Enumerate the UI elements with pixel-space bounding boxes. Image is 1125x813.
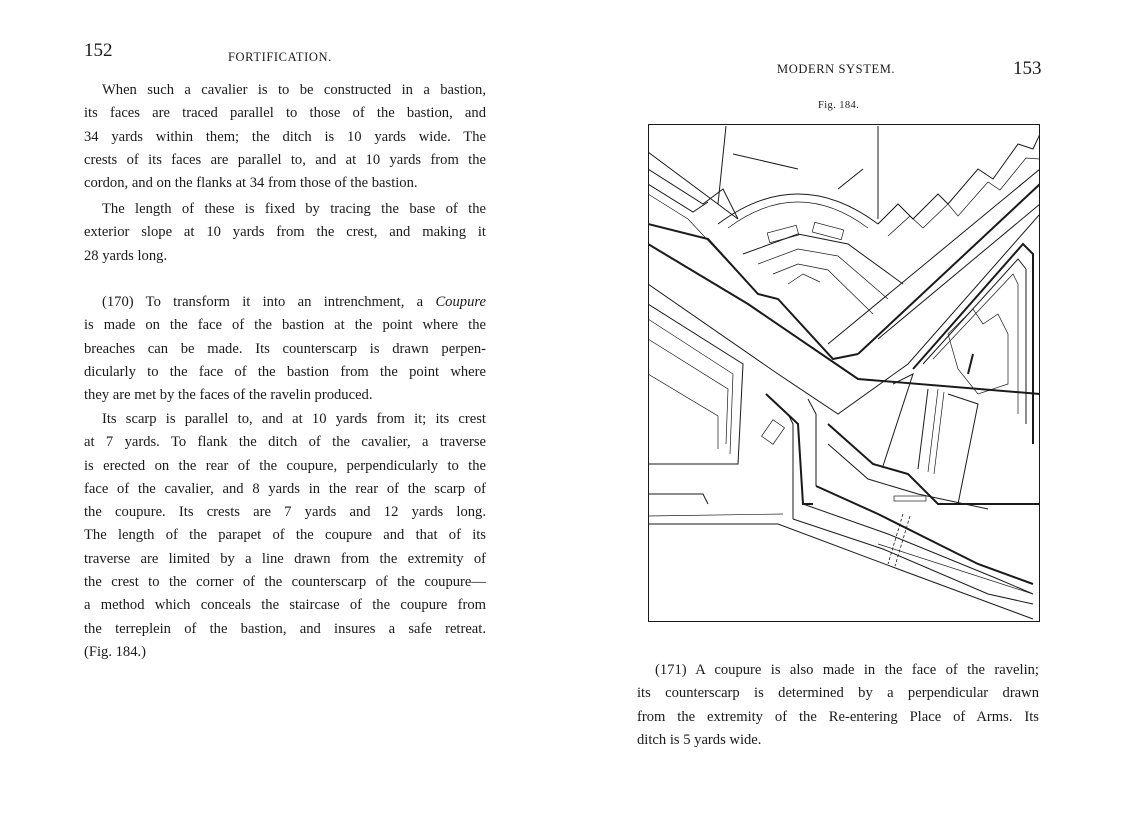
plan-line bbox=[883, 374, 913, 466]
paragraph-cavalier bbox=[84, 79, 486, 195]
right-running-head: MODERN SYSTEM. bbox=[777, 62, 896, 76]
text-line: the coupure. Its crests are 7 yards and 12 yards long. bbox=[84, 504, 486, 521]
plan-line bbox=[648, 224, 858, 359]
plan-line bbox=[718, 194, 878, 224]
text-line: face of the cavalier, and 8 yards in the rear of the scarp of bbox=[84, 480, 486, 497]
paragraph-170 bbox=[84, 291, 486, 407]
plan-line bbox=[878, 544, 1033, 594]
plan-line bbox=[728, 202, 868, 228]
left-running-head: FORTIFICATION. bbox=[228, 50, 332, 64]
plan-line bbox=[766, 394, 813, 504]
right-page-number: 153 bbox=[1013, 58, 1042, 79]
plan-line bbox=[934, 392, 944, 474]
plan-line bbox=[878, 204, 1040, 339]
fortification-plan-figure bbox=[648, 124, 1040, 622]
fortification-plan-drawing bbox=[648, 124, 1040, 622]
text-line: a method which conceals the staircase of the coupure from bbox=[84, 597, 486, 614]
italic-term-coupure: Coupure bbox=[435, 294, 486, 310]
text-line: breaches can be made. Its counterscarp is drawn perpen- bbox=[84, 340, 486, 357]
text-line: cordon, and on the flanks at 34 from those of the bastion. bbox=[84, 175, 418, 192]
text-line bbox=[84, 291, 486, 314]
plan-line bbox=[743, 234, 903, 284]
left-page-number: 152 bbox=[84, 40, 113, 61]
plan-line bbox=[767, 225, 799, 242]
paragraph-length bbox=[84, 198, 486, 268]
paragraph-scarp bbox=[84, 408, 486, 664]
plan-line bbox=[758, 249, 888, 299]
text-line: from the extremity of the Re-entering Place of Arms. Its bbox=[637, 708, 1039, 725]
plan-line bbox=[828, 169, 1040, 344]
plan-line bbox=[648, 339, 728, 444]
plan-line bbox=[888, 158, 1040, 236]
text-line: the terreplein of the bastion, and insures a safe retreat. bbox=[84, 620, 486, 637]
text-line: Its scarp is parallel to, and at 10 yards from it; its crest bbox=[102, 411, 486, 427]
plan-line bbox=[648, 244, 1040, 394]
plan-line bbox=[788, 414, 793, 519]
text-line: traverse are limited by a line drawn from the extremity of bbox=[84, 550, 486, 567]
plan-line bbox=[838, 169, 863, 189]
text-line: crests of its faces are parallel to, and at 10 yards from the bbox=[84, 151, 486, 168]
plan-line bbox=[773, 264, 873, 314]
text-line: (171) A coupure is also made in the face of the ravelin; bbox=[655, 662, 1039, 678]
plan-line bbox=[648, 319, 733, 454]
plan-line bbox=[948, 394, 978, 504]
text-line: at 7 yards. To flank the ditch of the cavalier, a traverse bbox=[84, 434, 486, 451]
plan-line bbox=[948, 309, 1008, 394]
plan-line bbox=[648, 374, 718, 449]
text-line: they are met by the faces of the ravelin produced. bbox=[84, 387, 373, 404]
text-line: 34 yards within them; the ditch is 10 yards wide. The bbox=[84, 128, 486, 145]
plan-line bbox=[968, 354, 973, 374]
figure-caption: Fig. 184. bbox=[818, 100, 860, 111]
plan-line bbox=[828, 424, 1040, 504]
plan-line bbox=[933, 274, 1018, 414]
text-line: ditch is 5 yards wide. bbox=[637, 731, 762, 748]
plan-line bbox=[918, 389, 928, 469]
figure-frame bbox=[649, 125, 1040, 622]
text-line: the crest to the corner of the counterscarp of the coupure— bbox=[84, 574, 486, 591]
paragraph-number: (170) bbox=[102, 294, 134, 310]
text-line: When such a cavalier is to be constructed in a bastion, bbox=[102, 82, 486, 98]
plan-line bbox=[894, 496, 926, 501]
plan-line bbox=[788, 274, 820, 284]
text-line: its faces are traced parallel to those of the bastion, and bbox=[84, 105, 486, 122]
plan-line bbox=[762, 420, 785, 444]
plan-line bbox=[648, 152, 738, 219]
plan-line bbox=[648, 524, 1033, 619]
plan-line bbox=[928, 389, 938, 472]
plan-line bbox=[812, 222, 844, 239]
text-line: its counterscarp is determined by a perpendicular drawn bbox=[637, 685, 1039, 702]
text-line: 28 yards long. bbox=[84, 247, 168, 264]
plan-line bbox=[648, 514, 783, 516]
text-line: exterior slope at 10 yards from the crest, and making it bbox=[84, 224, 486, 241]
plan-line bbox=[808, 399, 816, 486]
paragraph-171 bbox=[637, 659, 1039, 752]
plan-line bbox=[648, 214, 1040, 414]
plan-line bbox=[878, 134, 1040, 224]
text-fragment: To transform it into an intrenchment, a bbox=[133, 294, 436, 310]
text-line: The length of the parapet of the coupure and that of its bbox=[84, 527, 486, 544]
text-line: is erected on the rear of the coupure, perpendicularly to the bbox=[84, 457, 486, 474]
plan-line bbox=[913, 244, 1033, 444]
plan-line bbox=[803, 504, 1033, 594]
plan-line bbox=[733, 154, 798, 169]
plan-line bbox=[648, 494, 708, 504]
text-line: (Fig. 184.) bbox=[84, 643, 147, 660]
text-line: The length of these is fixed by tracing the base of the bbox=[102, 201, 486, 217]
text-line: is made on the face of the bastion at the point where the bbox=[84, 317, 486, 334]
text-line: dicularly to the face of the bastion from the point where bbox=[84, 363, 486, 380]
